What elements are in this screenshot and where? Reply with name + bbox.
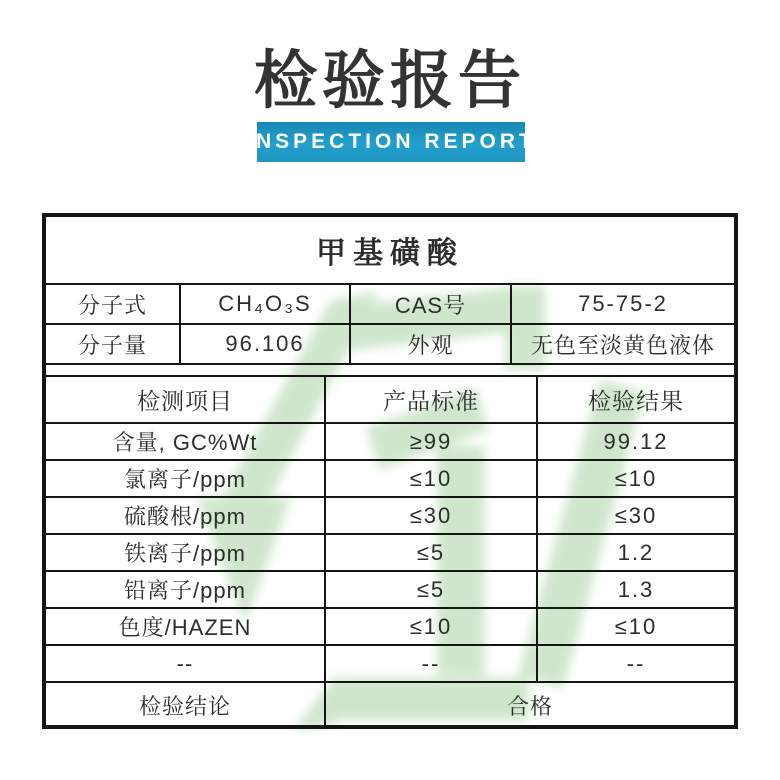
column-header-row	[46, 375, 734, 422]
item-cell: 铁离子/ppm	[46, 535, 326, 570]
table-row	[46, 496, 734, 533]
table-row	[46, 570, 734, 607]
item-cell: --	[46, 646, 326, 681]
conclusion-label: 检验结论	[46, 683, 326, 727]
info-value: 无色至淡黄色液体	[530, 332, 715, 358]
item-cell: 硫酸根/ppm	[46, 498, 326, 533]
table-row	[46, 607, 734, 644]
column-header-standard: 产品标准	[326, 377, 538, 422]
result-cell: --	[626, 650, 646, 676]
table-row	[46, 323, 734, 363]
standard-cell: ≤30	[326, 498, 538, 533]
info-label: 外观	[351, 325, 512, 363]
conclusion-row	[46, 681, 734, 727]
standard-cell: ≤5	[326, 535, 538, 570]
column-header-item: 检测项目	[46, 377, 326, 422]
subtitle-banner-label: INSPECTION REPORT	[246, 130, 536, 153]
result-cell: 1.3	[617, 576, 655, 602]
table-row	[46, 459, 734, 496]
standard-cell: ≥99	[326, 424, 538, 459]
subtitle-banner	[246, 122, 536, 162]
page-title: 检验报告	[254, 46, 526, 116]
info-label: CAS号	[351, 285, 512, 323]
column-header-result: 检验结果	[588, 388, 684, 414]
standard-cell: ≤10	[326, 609, 538, 644]
result-cell: 1.2	[617, 539, 655, 565]
table-row	[46, 533, 734, 570]
section-divider	[46, 363, 734, 375]
result-cell: 99.12	[603, 428, 669, 454]
table-row	[46, 422, 734, 459]
info-label: 分子量	[46, 325, 181, 363]
item-cell: 铅离子/ppm	[46, 572, 326, 607]
info-value: 75-75-2	[578, 291, 668, 316]
product-name: 甲基磺酸	[316, 237, 464, 270]
result-cell: ≤10	[614, 465, 658, 491]
standard-cell: --	[326, 646, 538, 681]
info-value: 96.106	[181, 325, 351, 363]
table-row	[46, 283, 734, 323]
result-cell: ≤10	[614, 613, 658, 639]
item-cell: 含量, GC%Wt	[46, 424, 326, 459]
inspection-report-table	[42, 213, 738, 729]
result-cell: ≤30	[614, 502, 658, 528]
standard-cell: ≤10	[326, 461, 538, 496]
product-title-row	[46, 217, 734, 283]
info-value: CH₄O₃S	[181, 285, 351, 323]
standard-cell: ≤5	[326, 572, 538, 607]
item-cell: 氯离子/ppm	[46, 461, 326, 496]
table-row	[46, 644, 734, 681]
info-label: 分子式	[46, 285, 181, 323]
conclusion-value: 合格	[506, 693, 553, 719]
item-cell: 色度/HAZEN	[46, 609, 326, 644]
